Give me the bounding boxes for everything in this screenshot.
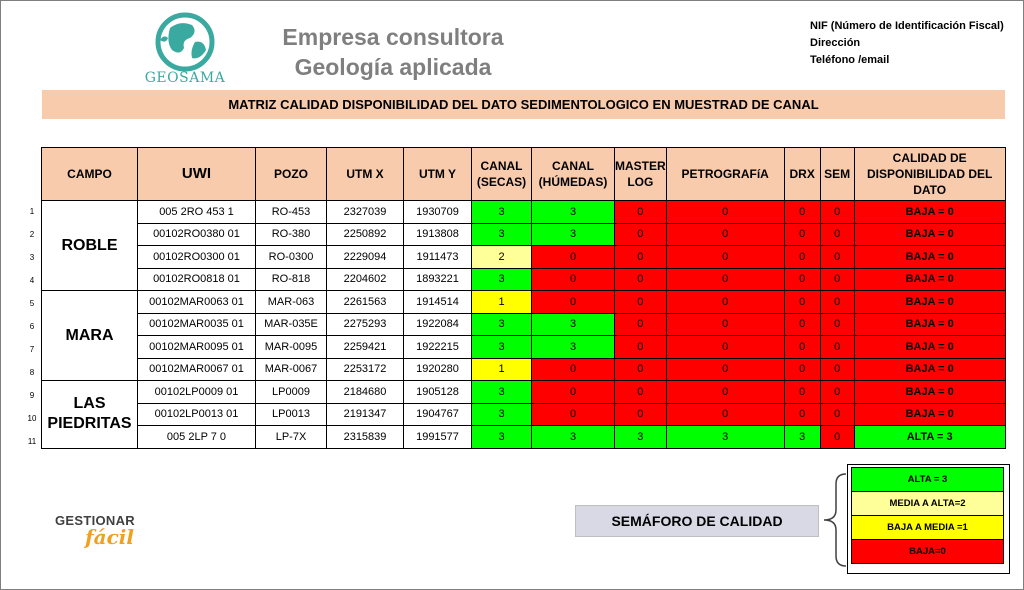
cell-sem: 0 <box>820 291 854 314</box>
cell-sem: 0 <box>820 246 854 269</box>
cell-canal-secas: 3 <box>472 381 532 404</box>
cell-utm-x: 2327039 <box>327 201 404 224</box>
legend-baja: BAJA=0 <box>852 540 1004 564</box>
cell-petrografia: 0 <box>666 313 784 336</box>
cell-master-log: 0 <box>615 358 667 381</box>
cell-utm-y: 1991577 <box>404 426 472 449</box>
row-number: 5 <box>29 299 35 308</box>
cell-canal-secas: 1 <box>472 291 532 314</box>
cell-master-log: 3 <box>615 426 667 449</box>
legend-alta: ALTA = 3 <box>852 468 1004 492</box>
table-row <box>42 268 1006 291</box>
cell-canal-secas: 2 <box>472 246 532 269</box>
cell-drx: 0 <box>784 313 820 336</box>
cell-pozo: MAR-0067 <box>256 358 327 381</box>
cell-calidad: ALTA = 3 <box>854 426 1005 449</box>
table-row <box>42 381 1006 404</box>
matrix-title-banner: MATRIZ CALIDAD DISPONIBILIDAD DEL DATO SEDIMENTOLOGICO EN MUESTRAD DE CANAL <box>42 90 1005 119</box>
quality-matrix-table <box>41 147 1006 449</box>
cell-uwi: 00102MAR0063 01 <box>138 291 256 314</box>
cell-utm-x: 2253172 <box>327 358 404 381</box>
cell-uwi: 00102RO0380 01 <box>138 223 256 246</box>
cell-sem: 0 <box>820 223 854 246</box>
header-utm-x: UTM X <box>327 148 404 201</box>
table-row <box>42 426 1006 449</box>
cell-master-log: 0 <box>615 223 667 246</box>
cell-utm-x: 2184680 <box>327 381 404 404</box>
cell-drx: 0 <box>784 223 820 246</box>
cell-petrografia: 0 <box>666 358 784 381</box>
cell-canal-secas: 3 <box>472 223 532 246</box>
cell-uwi: 005 2LP 7 0 <box>138 426 256 449</box>
cell-utm-x: 2275293 <box>327 313 404 336</box>
header-sem: SEM <box>820 148 854 201</box>
cell-drx: 0 <box>784 246 820 269</box>
cell-calidad: BAJA = 0 <box>854 246 1005 269</box>
cell-calidad: BAJA = 0 <box>854 336 1005 359</box>
row-number: 3 <box>29 253 35 262</box>
cell-drx: 0 <box>784 268 820 291</box>
row-number: 4 <box>29 276 35 285</box>
cell-utm-x: 2261563 <box>327 291 404 314</box>
row-number-column <box>24 200 40 453</box>
info-telefono: Teléfono /email <box>810 54 890 66</box>
cell-petrografia: 0 <box>666 223 784 246</box>
cell-drx: 0 <box>784 358 820 381</box>
cell-canal-humedas: 0 <box>532 358 615 381</box>
cell-master-log: 0 <box>615 313 667 336</box>
cell-calidad: BAJA = 0 <box>854 403 1005 426</box>
cell-master-log: 0 <box>615 291 667 314</box>
cell-calidad: BAJA = 0 <box>854 291 1005 314</box>
header-pozo: POZO <box>256 148 327 201</box>
table-row <box>42 246 1006 269</box>
cell-pozo: MAR-063 <box>256 291 327 314</box>
legend-media-alta: MEDIA A ALTA=2 <box>852 492 1004 516</box>
info-direccion: Dirección <box>810 37 861 49</box>
cell-canal-humedas: 0 <box>532 246 615 269</box>
cell-master-log: 0 <box>615 201 667 224</box>
row-number: 9 <box>29 391 35 400</box>
cell-calidad: BAJA = 0 <box>854 201 1005 224</box>
semaforo-label: SEMÁFORO DE CALIDAD <box>575 505 819 537</box>
cell-canal-secas: 3 <box>472 336 532 359</box>
cell-utm-y: 1913808 <box>404 223 472 246</box>
cell-utm-x: 2250892 <box>327 223 404 246</box>
cell-canal-secas: 1 <box>472 358 532 381</box>
campo-mara: MARA <box>42 291 138 381</box>
cell-utm-y: 1930709 <box>404 201 472 224</box>
cell-utm-y: 1920280 <box>404 358 472 381</box>
cell-canal-humedas: 0 <box>532 291 615 314</box>
gestionar-facil-logo <box>55 513 135 549</box>
cell-canal-humedas: 3 <box>532 223 615 246</box>
header-master-log: MASTER LOG <box>615 148 667 201</box>
cell-pozo: LP0009 <box>256 381 327 404</box>
header-petrografia: PETROGRAFíA <box>666 148 784 201</box>
cell-pozo: LP-7X <box>256 426 327 449</box>
cell-pozo: MAR-035E <box>256 313 327 336</box>
cell-sem: 0 <box>820 313 854 336</box>
cell-sem: 0 <box>820 426 854 449</box>
cell-calidad: BAJA = 0 <box>854 268 1005 291</box>
cell-utm-y: 1904767 <box>404 403 472 426</box>
cell-sem: 0 <box>820 381 854 404</box>
cell-canal-secas: 3 <box>472 201 532 224</box>
row-number: 10 <box>27 414 37 423</box>
cell-canal-secas: 3 <box>472 313 532 336</box>
globe-icon <box>140 10 230 74</box>
cell-drx: 3 <box>784 426 820 449</box>
cell-uwi: 00102RO0818 01 <box>138 268 256 291</box>
cell-utm-x: 2191347 <box>327 403 404 426</box>
cell-petrografia: 0 <box>666 403 784 426</box>
row-number: 7 <box>29 345 35 354</box>
cell-petrografia: 0 <box>666 201 784 224</box>
cell-pozo: RO-380 <box>256 223 327 246</box>
cell-uwi: 00102LP0013 01 <box>138 403 256 426</box>
cell-utm-x: 2229094 <box>327 246 404 269</box>
cell-pozo: RO-818 <box>256 268 327 291</box>
header-campo: CAMPO <box>42 148 138 201</box>
cell-pozo: LP0013 <box>256 403 327 426</box>
cell-utm-y: 1893221 <box>404 268 472 291</box>
cell-petrografia: 0 <box>666 381 784 404</box>
cell-calidad: BAJA = 0 <box>854 358 1005 381</box>
cell-canal-secas: 3 <box>472 426 532 449</box>
company-line-1: Empresa consultora <box>282 24 504 50</box>
header-canal-humedas: CANAL (HÚMEDAS) <box>532 148 615 201</box>
row-number: 11 <box>27 437 37 446</box>
header-drx: DRX <box>784 148 820 201</box>
info-nif: NIF (Número de Identificación Fiscal) <box>810 20 1004 32</box>
cell-uwi: 00102MAR0095 01 <box>138 336 256 359</box>
cell-canal-secas: 3 <box>472 403 532 426</box>
cell-utm-y: 1914514 <box>404 291 472 314</box>
cell-sem: 0 <box>820 336 854 359</box>
table-row <box>42 313 1006 336</box>
row-number: 8 <box>29 368 35 377</box>
cell-pozo: RO-0300 <box>256 246 327 269</box>
company-title <box>248 22 538 82</box>
cell-calidad: BAJA = 0 <box>854 313 1005 336</box>
cell-sem: 0 <box>820 201 854 224</box>
cell-canal-secas: 3 <box>472 268 532 291</box>
cell-petrografia: 0 <box>666 268 784 291</box>
cell-master-log: 0 <box>615 403 667 426</box>
cell-canal-humedas: 3 <box>532 336 615 359</box>
table-header-row <box>42 148 1006 201</box>
gestionar-text: GESTIONAR <box>55 513 135 528</box>
table-row <box>42 201 1006 224</box>
table-row <box>42 403 1006 426</box>
cell-petrografia: 0 <box>666 246 784 269</box>
cell-utm-x: 2204602 <box>327 268 404 291</box>
table-row <box>42 291 1006 314</box>
cell-sem: 0 <box>820 403 854 426</box>
cell-utm-y: 1922215 <box>404 336 472 359</box>
cell-canal-humedas: 3 <box>532 201 615 224</box>
cell-pozo: RO-453 <box>256 201 327 224</box>
cell-utm-y: 1922084 <box>404 313 472 336</box>
company-line-2: Geología aplicada <box>294 54 492 80</box>
logo-text: GEOSAMA <box>144 70 226 86</box>
cell-canal-humedas: 3 <box>532 313 615 336</box>
campo-roble: ROBLE <box>42 201 138 291</box>
cell-utm-y: 1905128 <box>404 381 472 404</box>
header-canal-secas: CANAL (SECAS) <box>472 148 532 201</box>
cell-calidad: BAJA = 0 <box>854 223 1005 246</box>
row-number: 2 <box>29 230 35 239</box>
cell-uwi: 00102MAR0067 01 <box>138 358 256 381</box>
cell-uwi: 00102RO0300 01 <box>138 246 256 269</box>
facil-text: fácil <box>85 525 134 549</box>
header-calidad: CALIDAD DE DISPONIBILIDAD DEL DATO <box>854 148 1005 201</box>
cell-uwi: 00102LP0009 01 <box>138 381 256 404</box>
row-number: 6 <box>29 322 35 331</box>
cell-uwi: 00102MAR0035 01 <box>138 313 256 336</box>
cell-canal-humedas: 0 <box>532 268 615 291</box>
cell-master-log: 0 <box>615 336 667 359</box>
cell-pozo: MAR-0095 <box>256 336 327 359</box>
cell-calidad: BAJA = 0 <box>854 381 1005 404</box>
header-uwi: UWI <box>138 148 256 201</box>
brace-icon <box>818 470 850 570</box>
cell-petrografia: 3 <box>666 426 784 449</box>
cell-uwi: 005 2RO 453 1 <box>138 201 256 224</box>
campo-las-piedritas: LAS PIEDRITAS <box>42 381 138 449</box>
cell-canal-humedas: 0 <box>532 403 615 426</box>
cell-master-log: 0 <box>615 268 667 291</box>
row-number: 1 <box>29 207 35 216</box>
cell-master-log: 0 <box>615 246 667 269</box>
cell-sem: 0 <box>820 358 854 381</box>
cell-utm-y: 1911473 <box>404 246 472 269</box>
cell-canal-humedas: 0 <box>532 381 615 404</box>
cell-canal-humedas: 3 <box>532 426 615 449</box>
geosama-logo <box>140 10 230 94</box>
cell-sem: 0 <box>820 268 854 291</box>
table-row <box>42 358 1006 381</box>
cell-drx: 0 <box>784 201 820 224</box>
company-info <box>810 18 1004 69</box>
cell-petrografia: 0 <box>666 336 784 359</box>
cell-drx: 0 <box>784 403 820 426</box>
cell-master-log: 0 <box>615 381 667 404</box>
table-row <box>42 336 1006 359</box>
cell-drx: 0 <box>784 381 820 404</box>
quality-legend <box>851 467 1004 564</box>
cell-drx: 0 <box>784 336 820 359</box>
cell-drx: 0 <box>784 291 820 314</box>
cell-petrografia: 0 <box>666 291 784 314</box>
table-row <box>42 223 1006 246</box>
header-utm-y: UTM Y <box>404 148 472 201</box>
legend-baja-media: BAJA A MEDIA =1 <box>852 516 1004 540</box>
cell-utm-x: 2315839 <box>327 426 404 449</box>
cell-utm-x: 2259421 <box>327 336 404 359</box>
